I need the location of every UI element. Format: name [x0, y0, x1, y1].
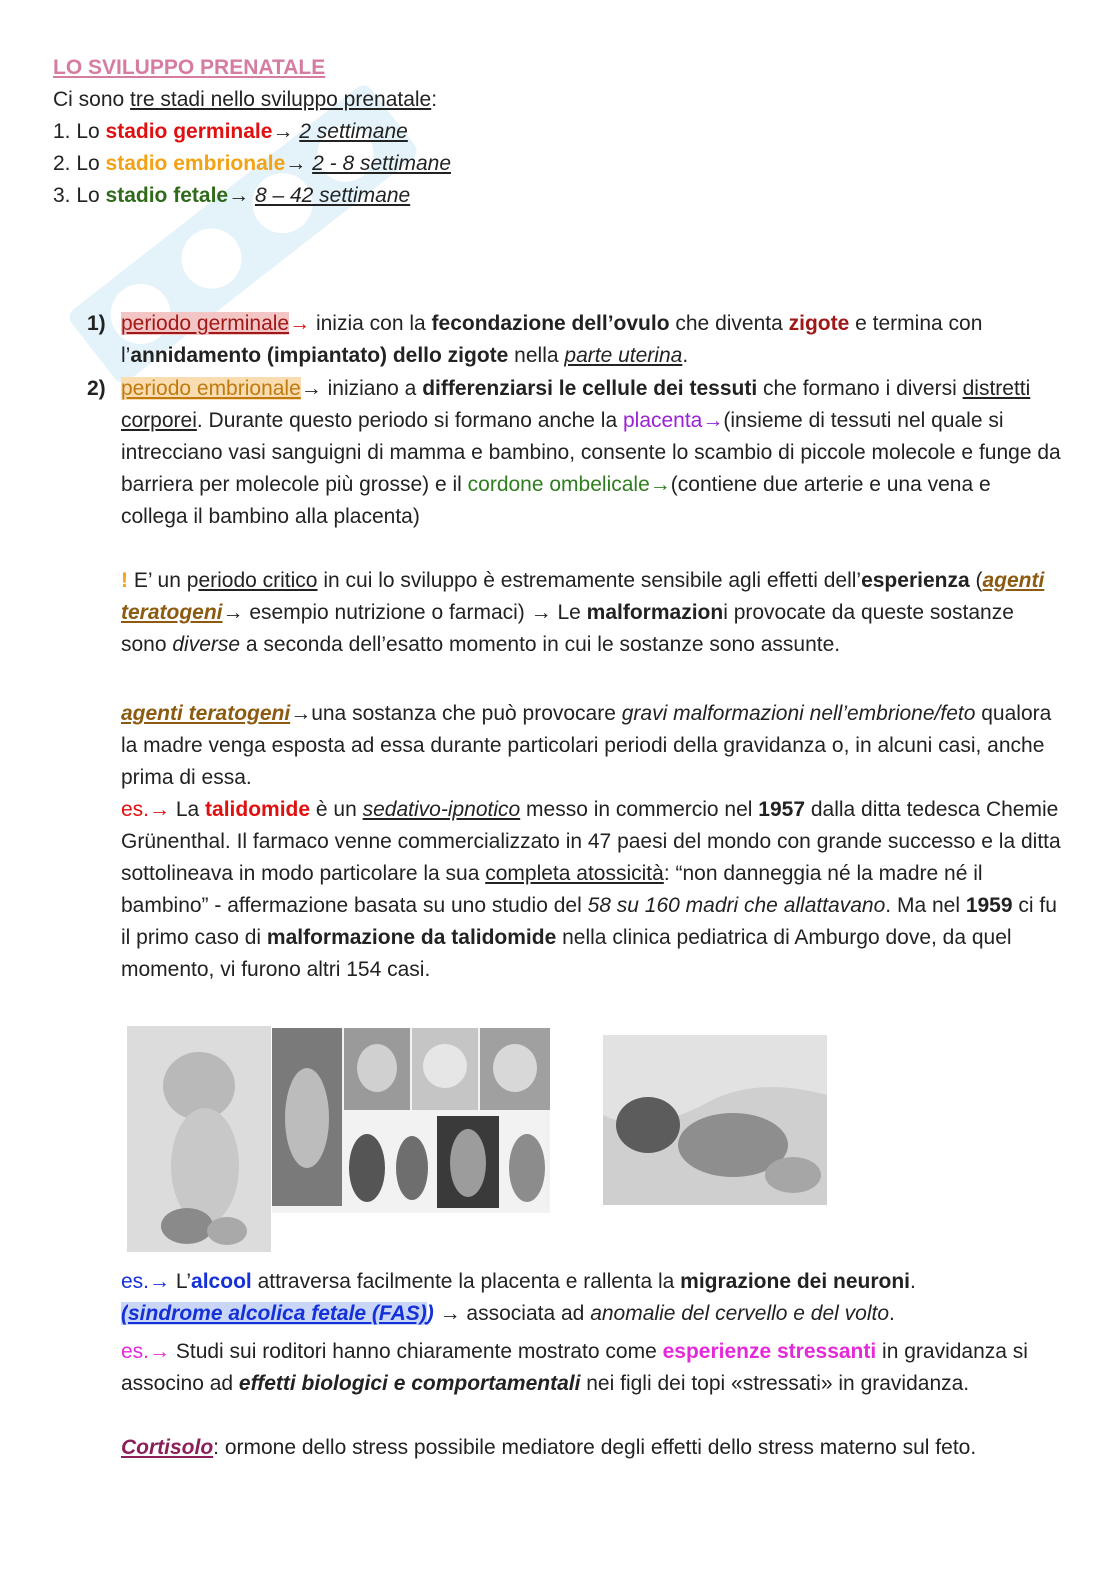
- text: (: [121, 1302, 128, 1325]
- term-alcool: alcool: [191, 1270, 252, 1293]
- text: . Ma nel: [885, 894, 966, 917]
- stage-num: 3. Lo: [53, 184, 106, 207]
- text: attraversa facilmente la placenta e rallenta la: [251, 1270, 681, 1293]
- bold-fecondazione: fecondazione dell’ovulo: [431, 312, 670, 335]
- talidomide-paragraph: [121, 794, 1061, 986]
- list-marker-1: 1): [87, 312, 106, 335]
- term-periodo-germinale: periodo germinale: [121, 312, 290, 335]
- text: inizia con la: [310, 312, 432, 335]
- text: e termina con l’: [121, 312, 983, 367]
- text: (insieme di tessuti nel quale si intrecciano vasi sanguigni di mamma e bambino, consente lo scambio di piccole molecole e funge da barriera per molecole più grosse) e il: [121, 409, 1061, 496]
- text: .: [682, 344, 689, 367]
- teratogeni-definition: [121, 698, 1061, 794]
- arrow: →: [285, 152, 313, 175]
- list-marker-2: 2): [87, 377, 106, 400]
- photo-infant-standing: [127, 1026, 271, 1252]
- term-fas: sindrome alcolica fetale (FAS): [128, 1302, 427, 1325]
- example-label: es.→: [121, 1270, 171, 1293]
- text: in cui lo sviluppo è estremamente sensibile agli effetti dell’: [317, 569, 862, 592]
- text: : ormone dello stress possibile mediatore degli effetti dello stress materno sul feto.: [213, 1436, 977, 1459]
- arrow: →: [228, 184, 255, 207]
- arrow: →: [289, 312, 311, 335]
- text: E’ un p: [128, 569, 199, 592]
- text: a seconda dell’esatto momento in cui le sostanze sono assunte.: [240, 633, 841, 656]
- photo-collage-children: [272, 1028, 550, 1213]
- critical-period-paragraph: [121, 565, 1061, 661]
- italic-anomalie: anomalie del cervello e del volto: [590, 1302, 890, 1325]
- example-label: es.→: [121, 1340, 171, 1363]
- stage-row-3: [53, 180, 410, 212]
- arrow: →: [272, 120, 300, 143]
- term-talidomide: talidomide: [205, 798, 311, 821]
- stage-name-embrionale: stadio embrionale: [105, 152, 286, 175]
- text: è un: [310, 798, 363, 821]
- text: .: [910, 1270, 916, 1293]
- text: Studi sui roditori hanno chiaramente mostrato come: [170, 1340, 663, 1363]
- text: La: [170, 798, 206, 821]
- text: → associata ad: [433, 1302, 591, 1325]
- text: dalla ditta tedesca Chemie Grünenthal. Il farmaco venne commercializzato in 47 paesi del mondo con grande successo e la ditta sottolineava in modo particolare la sua: [121, 798, 1061, 885]
- text: in gravidanza si associno ad: [121, 1340, 1028, 1395]
- text: (contiene due arterie e una vena e collega il bambino alla placenta): [121, 473, 991, 528]
- term-placenta: placenta→: [622, 409, 724, 432]
- item-embrionale: [121, 373, 1061, 533]
- text: messo in commercio nel: [520, 798, 759, 821]
- stage-num: 1. Lo: [53, 120, 106, 143]
- text: →una sostanza che può provocare: [290, 702, 622, 725]
- underlined-periodo-critico: eriodo critico: [198, 569, 318, 592]
- stage-name-fetale: stadio fetale: [105, 184, 229, 207]
- arrow: →: [300, 377, 322, 400]
- term-agenti-teratogeni: agenti teratogeni: [121, 702, 291, 725]
- underlined-parte-uterina: parte uterina: [564, 344, 683, 367]
- intro-underlined: tre stadi nello sviluppo prenatale: [130, 88, 432, 111]
- italic-diverse: diverse: [172, 633, 241, 656]
- bold-zigote: zigote: [788, 312, 850, 335]
- alcool-paragraph: [121, 1266, 1061, 1330]
- bold-effetti: effetti biologici e comportamentali: [238, 1372, 581, 1395]
- underlined-sedativo: sedativo-ipnotico: [362, 798, 521, 821]
- text: .: [889, 1302, 895, 1325]
- text: L’: [170, 1270, 192, 1293]
- stage-duration: 2 - 8 settimane: [312, 152, 452, 175]
- text: i provocate da queste sostanze sono: [121, 601, 1014, 656]
- intro-line: [53, 84, 437, 116]
- text: che formano i diversi: [757, 377, 963, 400]
- stress-paragraph: [121, 1336, 1061, 1400]
- text: (: [969, 569, 983, 592]
- bold-malformazioni: malformazion: [586, 601, 724, 624]
- text: . Durante questo periodo si formano anche la: [196, 409, 623, 432]
- intro-post: :: [431, 88, 438, 111]
- underlined-distretti: distretti corporei: [121, 377, 1031, 432]
- stage-duration: 2 settimane: [299, 120, 408, 143]
- italic-madri: 58 su 160 madri che allattavano: [587, 894, 886, 917]
- bold-malformazione-talidomide: malformazione da talidomide: [266, 926, 557, 949]
- text: nella clinica pediatrica di Amburgo dove, da quel momento, vi furono altri 154 casi.: [121, 926, 1012, 981]
- text: iniziano a: [321, 377, 423, 400]
- text: qualora la madre venga esposta ad essa durante particolari periodi della gravidanza o, in alcuni casi, anche prima di essa.: [121, 702, 1052, 789]
- bold-differenziarsi: differenziarsi le cellule dei tessuti: [422, 377, 758, 400]
- stage-row-1: [53, 116, 408, 148]
- year-1957: 1957: [758, 798, 805, 821]
- stage-duration: 8 – 42 settimane: [254, 184, 411, 207]
- text: → esempio nutrizione o farmaci) → Le: [222, 601, 587, 624]
- text: nella: [508, 344, 565, 367]
- photo-newborn: [603, 1035, 827, 1205]
- text: che diventa: [669, 312, 789, 335]
- stage-row-2: [53, 148, 451, 180]
- item-germinale: [121, 308, 1061, 372]
- bold-annidamento: annidamento (impiantato) dello zigote: [130, 344, 509, 367]
- term-periodo-embrionale: periodo embrionale: [121, 377, 301, 400]
- bold-esperienza: esperienza: [861, 569, 970, 592]
- term-esperienze-stressanti: esperienze stressanti: [662, 1340, 877, 1363]
- intro-pre: Ci sono: [53, 88, 131, 111]
- cortisolo-paragraph: [121, 1432, 1061, 1464]
- underlined-atossicita: completa atossicità: [485, 862, 664, 885]
- italic-gravi-malformazioni: gravi malformazioni nell’embrione/feto: [621, 702, 976, 725]
- bold-migrazione: migrazione dei neuroni: [680, 1270, 911, 1293]
- text: ci fu il primo caso di: [121, 894, 1057, 949]
- stage-name-germinale: stadio germinale: [105, 120, 273, 143]
- term-cortisolo: Cortisolo: [121, 1436, 214, 1459]
- exclamation-icon: !: [121, 569, 128, 592]
- example-label: es.→: [121, 798, 171, 821]
- text: nei figli dei topi «stressati» in gravidanza.: [580, 1372, 970, 1395]
- year-1959: 1959: [965, 894, 1013, 917]
- page-title: LO SVILUPPO PRENATALE: [53, 56, 326, 79]
- stage-num: 2. Lo: [53, 152, 106, 175]
- text: ): [426, 1302, 434, 1325]
- term-cordone-ombelicale: cordone ombelicale→: [467, 473, 671, 496]
- term-agenti-teratogeni: agenti teratogeni: [121, 569, 1045, 624]
- text: : “non danneggia né la madre né il bambino” - affermazione basata su uno studio del: [121, 862, 983, 917]
